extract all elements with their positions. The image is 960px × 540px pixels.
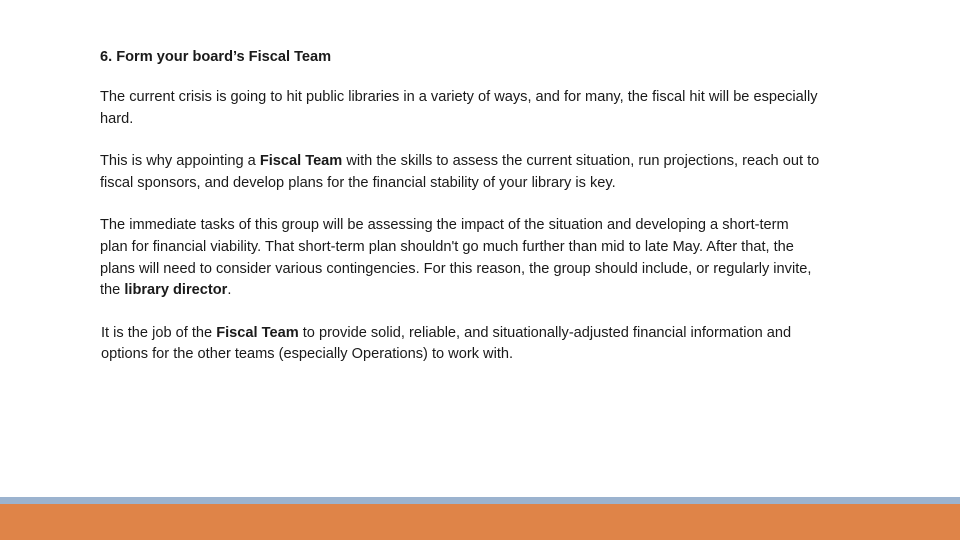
- slide-title: 6. Form your board’s Fiscal Team: [100, 49, 332, 65]
- slide-body: [100, 47, 820, 387]
- footer-blue-stripe: [0, 497, 960, 504]
- emphasis-fiscal-team: Fiscal Team: [259, 153, 343, 170]
- paragraph-text: The current crisis is going to hit public libraries in a variety of ways, and for many, the fiscal hit will be especially hard.: [100, 89, 818, 127]
- paragraph-text: .: [227, 282, 232, 299]
- paragraph-text: to provide solid, reliable, and situationally-adjusted financial information and options for the other teams (especially Operations) to work with.: [101, 324, 792, 363]
- paragraph-appointing-team: [100, 151, 820, 194]
- paragraph-text: This is why appointing a: [100, 153, 260, 170]
- paragraph-text: It is the job of the: [101, 324, 217, 341]
- paragraph-text: with the skills to assess the current situation, run projections, reach out to fiscal sponsors, and develop plans for the financial stability of your library is key.: [100, 153, 820, 191]
- paragraph-fiscal-hit: [100, 87, 820, 130]
- paragraph-text: The immediate tasks of this group will be assessing the impact of the situation and developing a short-term plan for financial viability. That short-term plan shouldn't go much further than mid to late May. After that, the plans will need to consider various contingencies. For this reason, the group should include, or regularly invite, the: [100, 217, 812, 299]
- paragraph-immediate-tasks: [100, 215, 820, 301]
- emphasis-library-director: library director: [124, 282, 228, 299]
- paragraph-job-of-team: [101, 323, 820, 366]
- footer-orange-band: [0, 504, 960, 540]
- emphasis-fiscal-team: Fiscal Team: [216, 324, 299, 341]
